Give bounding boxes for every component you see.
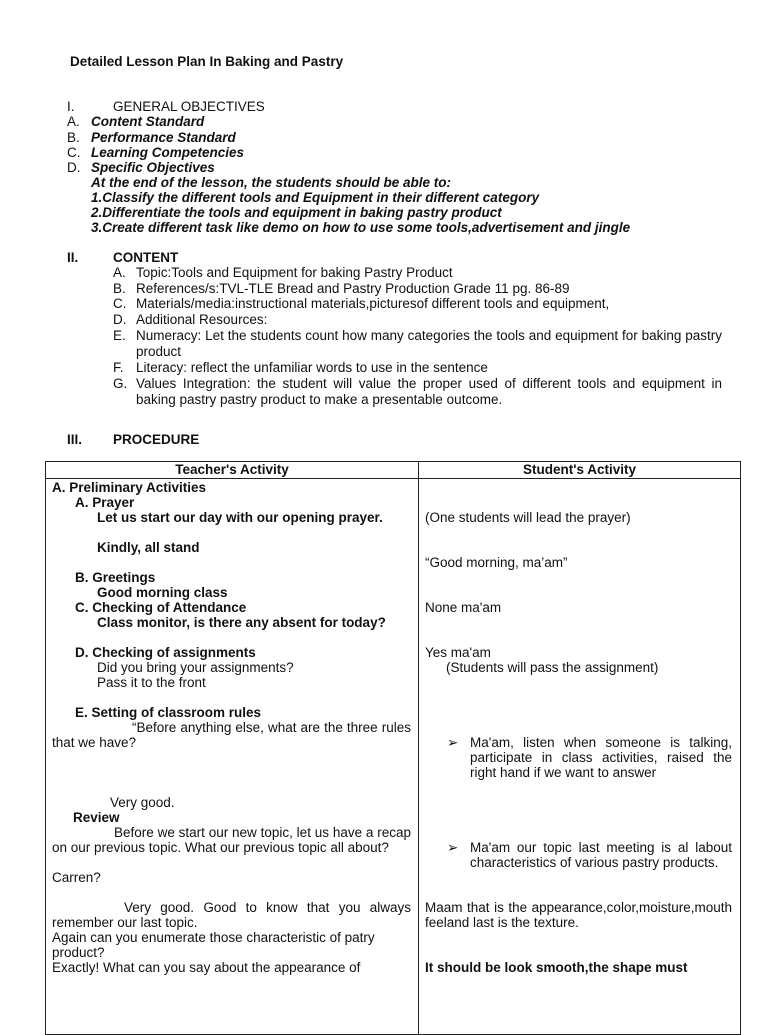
- section-1-heading: GENERAL OBJECTIVES: [113, 99, 265, 114]
- content-letter-a: A.: [113, 265, 126, 280]
- greetings-heading: B. Greetings: [75, 570, 156, 585]
- review-student-name: Carren?: [52, 870, 101, 885]
- objective-letter-c: C.: [67, 145, 81, 160]
- content-materials: Materials/media:instructional materials,picturesof different tools and equipment,: [136, 296, 610, 311]
- content-letter-f: F.: [113, 360, 124, 375]
- student-greeting-response: “Good morning, ma’am”: [425, 555, 568, 570]
- prayer-heading: A. Prayer: [75, 495, 135, 510]
- very-good-text: Very good.: [110, 795, 175, 810]
- student-topic-response: Ma'am our topic last meeting is al labout characteristics of various pastry products.: [470, 840, 732, 870]
- assignments-question: Did you bring your assignments?: [97, 660, 294, 675]
- prayer-stand: Kindly, all stand: [97, 540, 200, 555]
- document-title: Detailed Lesson Plan In Baking and Pastry: [70, 54, 344, 69]
- appearance-question: Exactly! What can you say about the appearance of: [52, 960, 361, 975]
- enumerate-question: Again can you enumerate those characteristic of patry product?: [52, 930, 375, 960]
- content-topic: Topic:Tools and Equipment for baking Pastry Product: [136, 265, 453, 280]
- section-2-numeral: II.: [67, 250, 79, 265]
- section-2-heading: CONTENT: [113, 250, 179, 265]
- attendance-heading: C. Checking of Attendance: [75, 600, 247, 615]
- teacher-activity-cell: [46, 479, 419, 1035]
- remember-topic-text: Very good. Good to know that you always remember our last topic.: [52, 900, 411, 930]
- assignments-pass: Pass it to the front: [97, 675, 206, 690]
- content-letter-c: C.: [113, 296, 127, 311]
- arrow-bullet-icon: ➢: [447, 840, 459, 855]
- objective-1: 1.Classify the different tools and Equipment in their different category: [91, 190, 540, 205]
- content-letter-b: B.: [113, 281, 126, 296]
- objective-performance-standard: Performance Standard: [91, 130, 236, 145]
- classroom-rules-heading: E. Setting of classroom rules: [75, 705, 262, 720]
- content-numeracy: Numeracy: Let the students count how many categories the tools and equipment for baking pastry product: [136, 328, 722, 359]
- objective-3: 3.Create different task like demo on how to use some tools,advertisement and jingle: [91, 220, 631, 235]
- section-3-numeral: III.: [67, 432, 83, 447]
- student-pass-assignment: (Students will pass the assignment): [446, 660, 659, 675]
- content-values-integration: Values Integration: the student will value the proper used of different tools and equipment in baking pastry pastry product to make a presentable outcome.: [136, 376, 722, 407]
- student-activity-header: Student's Activity: [419, 462, 741, 479]
- teacher-activity-header: Teacher's Activity: [46, 462, 419, 479]
- objective-learning-competencies: Learning Competencies: [91, 145, 245, 160]
- student-prayer-response: (One students will lead the prayer): [425, 510, 631, 525]
- student-appearance-response: It should be look smooth,the shape must: [425, 960, 688, 975]
- preliminary-activities: A. Preliminary Activities: [52, 480, 207, 495]
- section-1-numeral: I.: [67, 99, 75, 114]
- arrow-bullet-icon: ➢: [447, 735, 459, 750]
- content-literacy: Literacy: reflect the unfamiliar words to use in the sentence: [136, 360, 488, 375]
- content-references: References/s:TVL-TLE Bread and Pastry Production Grade 11 pg. 86-89: [136, 281, 570, 296]
- greetings-text: Good morning class: [97, 585, 228, 600]
- content-letter-e: E.: [113, 328, 126, 343]
- content-additional-resources: Additional Resources:: [136, 312, 268, 327]
- student-characteristics-response: Maam that is the appearance,color,moisture,mouth feeland last is the texture.: [425, 900, 732, 930]
- section-3-heading: PROCEDURE: [113, 432, 200, 447]
- content-letter-d: D.: [113, 312, 127, 327]
- content-letter-g: G.: [113, 376, 128, 391]
- student-activity-cell: [419, 479, 741, 1035]
- objective-content-standard: Content Standard: [91, 114, 205, 129]
- student-attendance-response: None ma'am: [425, 600, 502, 615]
- objectives-intro: At the end of the lesson, the students should be able to:: [91, 175, 452, 190]
- objective-letter-b: B.: [67, 130, 80, 145]
- review-question: Before we start our new topic, let us have a recap on our previous topic. What our previous topic all about?: [52, 825, 411, 855]
- classroom-rules-question: “Before anything else, what are the three rules that we have?: [52, 720, 411, 750]
- objective-specific-objectives: Specific Objectives: [91, 160, 215, 175]
- student-assignment-response: Yes ma'am: [425, 645, 491, 660]
- objective-letter-d: D.: [67, 160, 81, 175]
- objective-2: 2.Differentiate the tools and equipment in baking pastry product: [91, 205, 502, 220]
- attendance-text: Class monitor, is there any absent for today?: [97, 615, 386, 630]
- procedure-table: [45, 461, 741, 1035]
- student-rules-response: Ma'am, listen when someone is talking, participate in class activities, raised the right hand if we want to answer: [470, 735, 732, 780]
- review-heading: Review: [73, 810, 120, 825]
- assignments-heading: D. Checking of assignments: [75, 645, 256, 660]
- objective-letter-a: A.: [67, 114, 80, 129]
- prayer-text: Let us start our day with our opening prayer.: [97, 510, 383, 525]
